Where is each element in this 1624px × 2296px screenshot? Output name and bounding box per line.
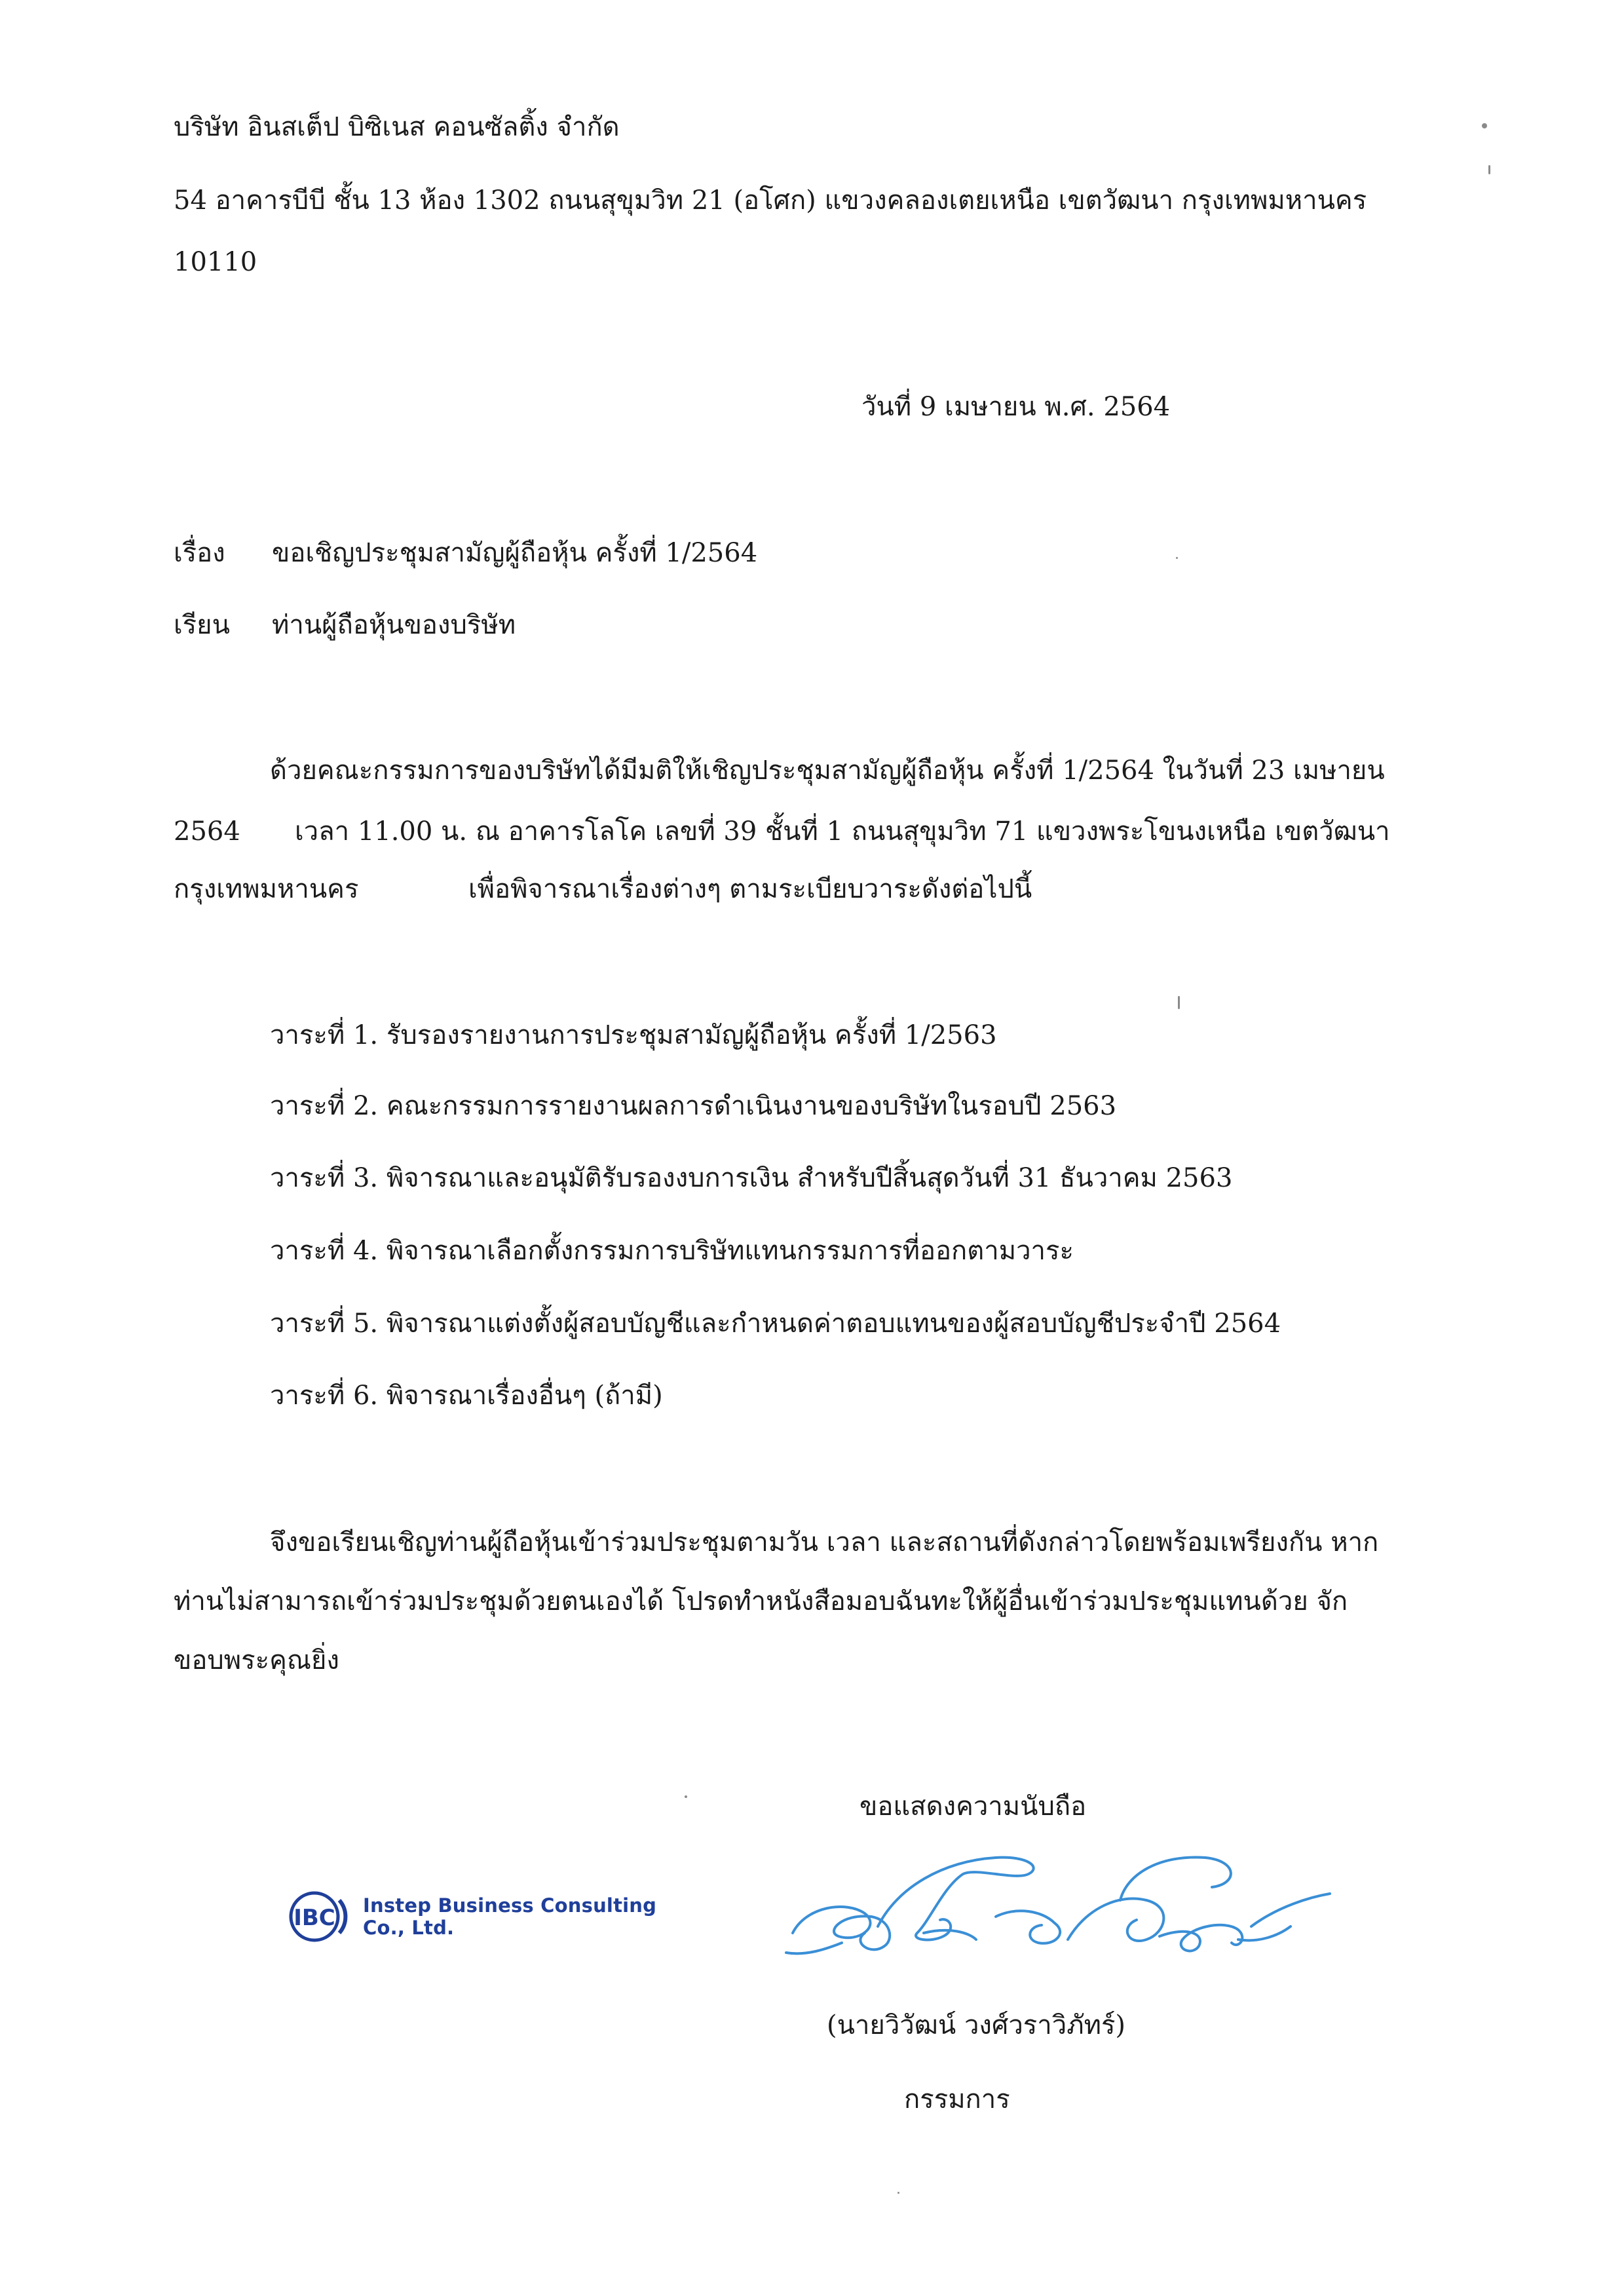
intro-line-1: ด้วยคณะกรรมการของบริษัทได้มีมติให้เชิญประชุมสามัญผู้ถือหุ้น ครั้งที่ 1/2564 ในวันที่ 23 เมษายน <box>270 756 1385 786</box>
scan-speck <box>1488 165 1490 174</box>
scan-speck <box>1178 996 1180 1009</box>
subject-label: เรื่อง <box>174 538 225 568</box>
scan-speck <box>685 1795 687 1798</box>
subject-text: ขอเชิญประชุมสามัญผู้ถือหุ้น ครั้งที่ 1/2564 <box>272 538 758 568</box>
intro-line-2-year: 2564 <box>174 816 240 847</box>
closing-line-3: ขอบพระคุณยิ่ง <box>174 1645 339 1675</box>
signer-name: (นายวิวัฒน์ วงศ์วราวิภัทร์) <box>827 2010 1126 2040</box>
agenda-item-1: วาระที่ 1. รับรองรายงานการประชุมสามัญผู้ถือหุ้น ครั้งที่ 1/2563 <box>270 1020 997 1050</box>
regards-text: ขอแสดงความนับถือ <box>859 1791 1087 1822</box>
recipient-label: เรียน <box>174 610 230 640</box>
scan-speck <box>1176 557 1178 559</box>
closing-line-1: จึงขอเรียนเชิญท่านผู้ถือหุ้นเข้าร่วมประชุมตามวัน เวลา และสถานที่ดังกล่าวโดยพร้อมเพรียงกัน หาก <box>270 1527 1379 1558</box>
address-line-2: 10110 <box>174 247 257 277</box>
ibc-logo-icon <box>288 1887 360 1946</box>
intro-line-3-text: เพื่อพิจารณาเรื่องต่างๆ ตามระเบียบวาระดังต่อไปนี้ <box>468 874 1032 904</box>
handwritten-signature <box>780 1828 1336 1992</box>
scan-speck <box>897 2192 899 2194</box>
intro-line-2-text: เวลา 11.00 น. ณ อาคารโลโค เลขที่ 39 ชั้นที่ 1 ถนนสุขุมวิท 71 แขวงพระโขนงเหนือ เขตวัฒนา <box>295 816 1390 847</box>
agenda-item-6: วาระที่ 6. พิจารณาเรื่องอื่นๆ (ถ้ามี) <box>270 1381 663 1411</box>
company-logo <box>288 1887 694 1946</box>
scan-speck <box>1482 123 1487 128</box>
agenda-item-3: วาระที่ 3. พิจารณาและอนุมัติรับรองงบการเงิน สำหรับปีสิ้นสุดวันที่ 31 ธันวาคม 2563 <box>270 1163 1233 1193</box>
intro-line-3-city: กรุงเทพมหานคร <box>174 874 359 904</box>
logo-text: Instep Business Consulting Co., Ltd. <box>363 1894 657 1939</box>
letter-date: วันที่ 9 เมษายน พ.ศ. 2564 <box>861 392 1171 422</box>
agenda-item-4: วาระที่ 4. พิจารณาเลือกตั้งกรรมการบริษัทแทนกรรมการที่ออกตามวาระ <box>270 1236 1074 1266</box>
signer-title: กรรมการ <box>904 2084 1010 2114</box>
logo-mark: IBC <box>293 1905 335 1931</box>
recipient-text: ท่านผู้ถือหุ้นของบริษัท <box>272 610 516 640</box>
agenda-item-5: วาระที่ 5. พิจารณาแต่งตั้งผู้สอบบัญชีและกำหนดค่าตอบแทนของผู้สอบบัญชีประจำปี 2564 <box>270 1309 1281 1339</box>
agenda-item-2: วาระที่ 2. คณะกรรมการรายงานผลการดำเนินงานของบริษัทในรอบปี 2563 <box>270 1091 1117 1121</box>
closing-line-2: ท่านไม่สามารถเข้าร่วมประชุมด้วยตนเองได้ โปรดทำหนังสือมอบฉันทะให้ผู้อื่นเข้าร่วมประชุมแทนด้วย จัก <box>174 1586 1348 1617</box>
company-name: บริษัท อินสเต็ป บิซิเนส คอนซัลติ้ง จำกัด <box>174 112 620 142</box>
address-line-1: 54 อาคารบีบี ชั้น 13 ห้อง 1302 ถนนสุขุมวิท 21 (อโศก) แขวงคลองเตยเหนือ เขตวัฒนา กรุงเทพมหานคร <box>174 185 1367 216</box>
